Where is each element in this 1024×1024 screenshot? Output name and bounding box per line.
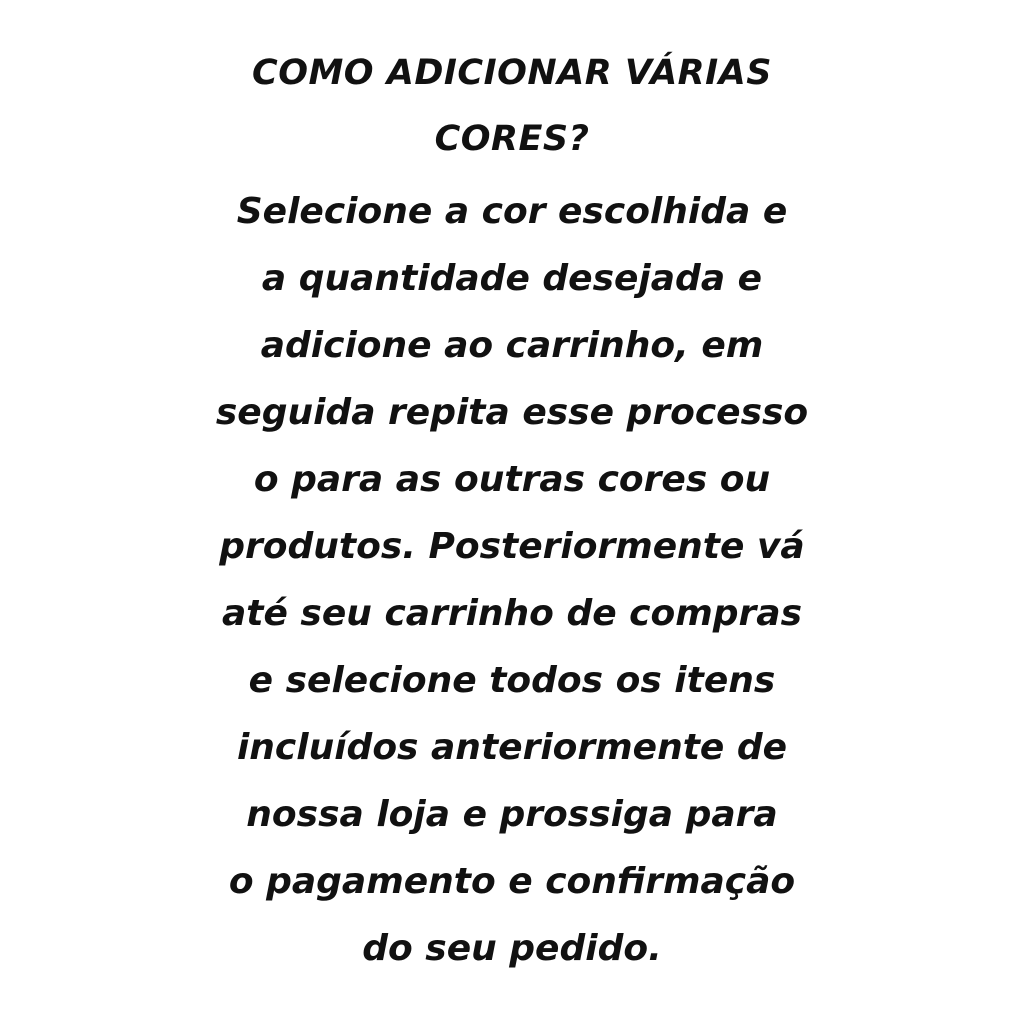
text-line: nossa loja e prossiga para bbox=[246, 794, 778, 835]
text-line: produtos. Posteriormente vá bbox=[219, 526, 805, 567]
text-line: o para as outras cores ou bbox=[253, 459, 771, 500]
text-line: e selecione todos os itens bbox=[248, 660, 776, 701]
text-line: a quantidade desejada e bbox=[261, 258, 763, 299]
page-title: COMO ADICIONAR VÁRIAS CORES? bbox=[252, 53, 772, 159]
instructions-paragraph bbox=[216, 178, 808, 982]
text-line: seguida repita esse processo bbox=[215, 392, 809, 433]
text-line: incluídos anteriormente de bbox=[236, 727, 788, 768]
text-line: Selecione a cor escolhida e bbox=[236, 191, 788, 232]
text-line: do seu pedido. bbox=[362, 928, 662, 969]
text-line: adicione ao carrinho, em bbox=[260, 325, 764, 366]
text-line: o pagamento e confirmação bbox=[228, 861, 796, 902]
text-line: até seu carrinho de compras bbox=[221, 593, 802, 634]
